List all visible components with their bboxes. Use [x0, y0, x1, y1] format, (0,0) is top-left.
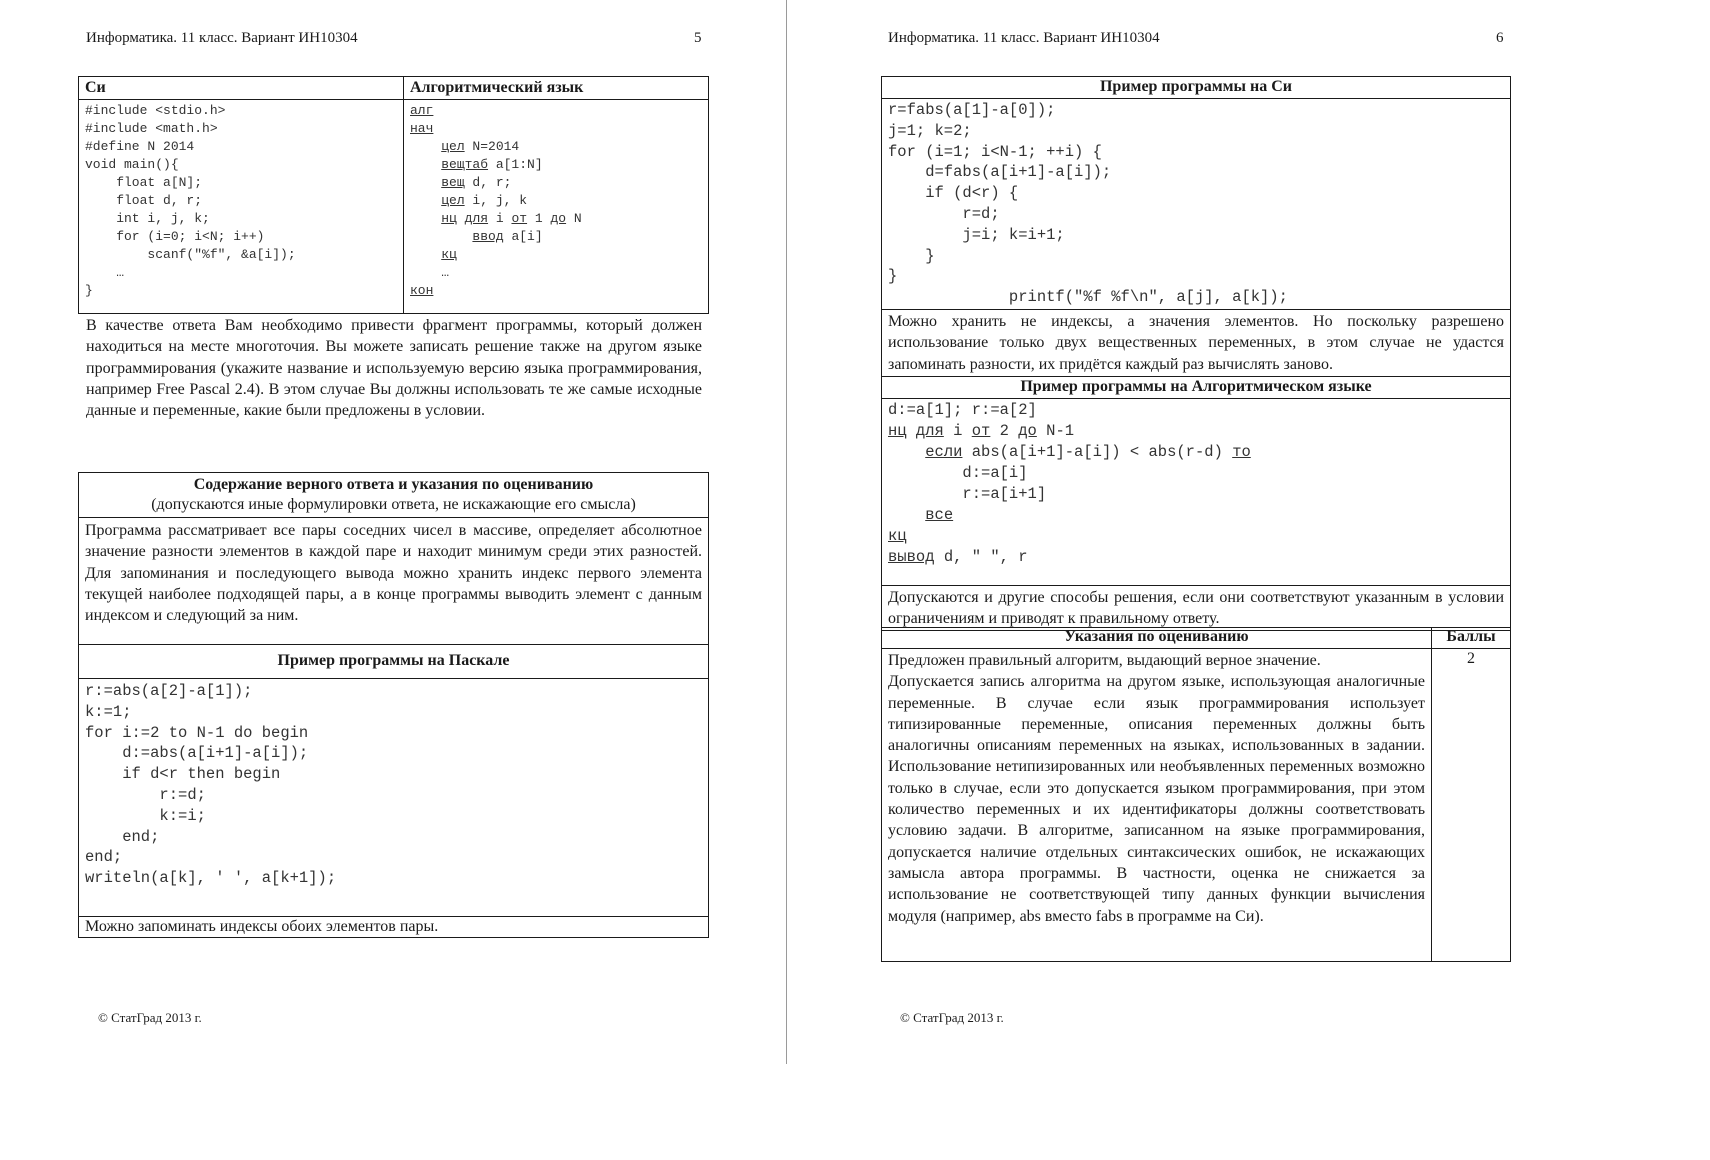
answer-title: Содержание верного ответа и указания по оцениванию: [193, 476, 594, 493]
keyword: если: [925, 442, 963, 461]
code-line: [410, 174, 702, 192]
code-text: N=2014: [464, 139, 520, 154]
page-number: 5: [694, 30, 702, 46]
page-header: Информатика. 11 класс. Вариант ИН10304: [86, 30, 358, 46]
code-line: [410, 282, 702, 300]
other-methods-note: Допускаются и другие способы решения, если они соответствуют указанным в условии ограничениям и приводят к правильному ответу.: [882, 585, 1511, 631]
code-text: d:=a[i]: [962, 463, 1028, 482]
keyword: кц: [441, 247, 457, 262]
c-example-note: Можно хранить не индексы, а значения элементов. Но поскольку разрешено использование только двух вещественных переменных, в этом случае не удастся запоминать разности, их придётся каждый раз вычислять заново.: [882, 309, 1511, 376]
code-line: #include <math.h>: [85, 121, 218, 136]
keyword: от: [511, 211, 528, 226]
code-line: [410, 156, 702, 174]
keyword: кон: [410, 283, 434, 298]
col-c-title: Си: [79, 77, 404, 100]
page-header: Информатика. 11 класс. Вариант ИН10304: [888, 30, 1160, 46]
alg-code-block: [882, 398, 1511, 585]
code-text: r:=a[i+1]: [962, 484, 1047, 503]
code-text: 1: [527, 211, 551, 226]
code-line: [410, 120, 702, 138]
keyword: от: [971, 421, 991, 440]
code-line: j=1; k=2;: [888, 121, 972, 140]
pascal-code-block: [79, 679, 709, 917]
c-example-title: Пример программы на Си: [882, 77, 1511, 99]
code-text: N: [566, 211, 582, 226]
code-text: abs(a[i+1]-a[i]) < abs(r-d): [962, 442, 1233, 461]
keyword: для: [464, 211, 489, 226]
grading-table: [881, 627, 1511, 962]
code-text: a[1:N]: [488, 157, 543, 172]
code-line: }: [888, 267, 898, 286]
keyword: до: [1018, 421, 1037, 440]
keyword: кц: [888, 526, 907, 545]
code-text: 2: [990, 421, 1019, 440]
code-line: [410, 138, 702, 156]
code-line: d:=a[1]; r:=a[2]: [888, 400, 1037, 419]
answer-table: [78, 472, 709, 938]
grading-first-line: Предложен правильный алгоритм, выдающий верное значение.: [888, 652, 1321, 669]
code-line: d:=abs(a[i+1]-a[i]);: [85, 744, 309, 763]
solutions-table: [881, 76, 1511, 631]
page-footer: © СтатГрад 2013 г.: [900, 1010, 1004, 1025]
code-line: [410, 192, 702, 210]
keyword: нач: [410, 121, 434, 136]
grading-criteria: [882, 649, 1432, 962]
code-line: float d, r;: [85, 193, 203, 208]
code-line: r=fabs(a[1]-a[0]);: [888, 101, 1056, 119]
keyword: вывод: [888, 547, 935, 566]
code-text: i, j, k: [464, 193, 528, 208]
code-text: …: [441, 265, 450, 280]
alg-template-code: [404, 100, 709, 314]
keyword: то: [1232, 442, 1251, 461]
code-line: d=fabs(a[i+1]-a[i]);: [888, 163, 1112, 182]
keyword: для: [915, 421, 944, 440]
alg-example-title: Пример программы на Алгоритмическом языке: [882, 376, 1511, 398]
c-template-code: [79, 100, 404, 314]
code-line: #include <stdio.h>: [85, 103, 226, 118]
code-line: if (d<r) {: [888, 184, 1019, 203]
code-line: scanf("%f", &a[i]);: [85, 247, 296, 262]
code-line: r:=abs(a[2]-a[1]);: [85, 682, 253, 700]
keyword: алг: [410, 103, 434, 118]
code-line: …: [85, 265, 125, 280]
code-line: j=i; k=i+1;: [888, 225, 1065, 244]
page-footer: © СтатГрад 2013 г.: [98, 1010, 202, 1025]
code-line: #define N 2014: [85, 139, 195, 154]
code-line: k:=i;: [85, 806, 206, 825]
code-line: writeln(a[k], ' ', a[k+1]);: [85, 869, 337, 888]
code-line: }: [85, 283, 93, 298]
code-line: printf("%f %f\n", a[j], a[k]);: [888, 288, 1288, 307]
page-right: [788, 0, 1568, 1064]
code-line: [410, 228, 702, 246]
code-text: N-1: [1036, 421, 1075, 440]
code-line: void main(){: [85, 157, 179, 172]
code-text: d, " ", r: [934, 547, 1028, 566]
code-line: k:=1;: [85, 702, 132, 721]
instructions-paragraph: В качестве ответа Вам необходимо привести фрагмент программы, который должен находиться на месте многоточия. Вы можете записать решение также на другом языке программирования (укажите название и используемую версию языка программирования, например Free Pascal 2.4). В этом случае Вы должны использовать те же самые исходные данные и переменные, какие были предложены в условии.: [86, 317, 702, 420]
code-text: d, r;: [464, 175, 512, 190]
keyword: вещтаб: [441, 157, 489, 172]
page-left: [0, 0, 786, 1064]
grading-body: Допускается запись алгоритма на другом языке, использующая аналогичные переменные. В случае если язык программирования использует типизированные переменные, описания переменных должны быть аналогичны описаниям переменных на языках, использованных в задании. Использование нетипизированных или необъявленных переменных возможно только в случае, если это допускается языком программирования, при этом количество переменных и их идентификаторы должны соответствовать условию задачи. В алгоритме, записанном на языке программирования, допускается наличие отдельных синтаксических ошибок, не искажающих замысла автора программы. В частности, оценка не снижается за использование не соответствующей типу данных функции вычисления модуля (например, abs вместо fabs в программе на Си).: [888, 673, 1425, 925]
keyword: до: [550, 211, 567, 226]
code-text: i: [488, 211, 512, 226]
code-text: i: [943, 421, 972, 440]
grading-header: Указания по оцениванию: [882, 628, 1432, 649]
code-line: [888, 505, 1504, 526]
answer-heading-cell: [79, 473, 709, 518]
code-line: end;: [85, 827, 160, 846]
code-line: for (i=1; i<N-1; ++i) {: [888, 142, 1102, 161]
code-line: [410, 210, 702, 228]
code-text: a[i]: [503, 229, 543, 244]
code-line: [888, 442, 1504, 463]
page-number: 6: [1496, 30, 1504, 46]
keyword: цел: [441, 139, 465, 154]
col-alg-title: Алгоритмический язык: [404, 77, 709, 100]
keyword: ввод: [472, 229, 504, 244]
code-line: for (i=0; i<N; i++): [85, 229, 265, 244]
code-line: [888, 463, 1504, 484]
program-template-table: [78, 76, 709, 314]
score-header: Баллы: [1432, 628, 1511, 649]
c-code-block: [882, 99, 1511, 310]
keyword: нц: [441, 211, 457, 226]
code-line: }: [888, 246, 935, 265]
answer-explanation: Программа рассматривает все пары соседних чисел в массиве, определяет абсолютное значение разности элементов в каждой паре и находит минимум среди этих разностей. Для запоминания и последующего вывода можно хранить индекс первого элемента текущей наиболее подходящей пары, а в конце программы выводить элемент с данным индексом и следующий за ним.: [79, 518, 709, 645]
code-line: [410, 264, 702, 282]
page-divider: [786, 0, 787, 1064]
code-line: [888, 547, 1504, 568]
code-line: [888, 526, 1504, 547]
keyword: все: [925, 505, 954, 524]
keyword: цел: [441, 193, 465, 208]
code-line: r:=d;: [85, 785, 206, 804]
code-line: [410, 102, 702, 120]
pascal-note: Можно запоминать индексы обоих элементов пары.: [79, 917, 709, 938]
code-line: [888, 421, 1504, 442]
score-value: 2: [1432, 649, 1511, 962]
keyword: нц: [888, 421, 907, 440]
code-line: [888, 484, 1504, 505]
answer-subtitle: (допускаются иные формулировки ответа, не искажающие его смысла): [151, 496, 636, 513]
code-line: if d<r then begin: [85, 765, 281, 784]
code-line: float a[N];: [85, 175, 203, 190]
code-line: end;: [85, 848, 123, 867]
code-line: r=d;: [888, 204, 1000, 223]
pascal-example-title: Пример программы на Паскале: [79, 645, 709, 679]
code-line: int i, j, k;: [85, 211, 210, 226]
keyword: вещ: [441, 175, 465, 190]
code-line: [410, 246, 702, 264]
code-line: for i:=2 to N-1 do begin: [85, 723, 309, 742]
